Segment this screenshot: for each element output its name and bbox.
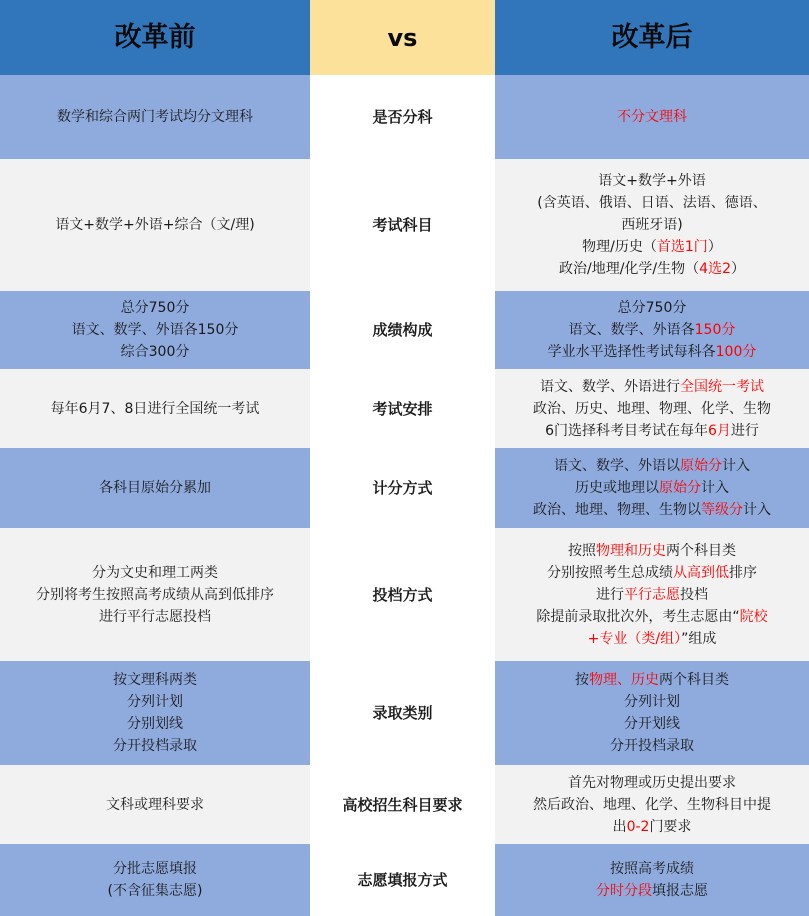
cell-line [127, 713, 183, 735]
cell-text: 两个科目类 [666, 542, 736, 559]
before-cell [0, 75, 310, 159]
category-label: 录取类别 [372, 704, 433, 722]
cell-text: 排序 [729, 564, 757, 581]
cell-text: 西班牙语) [621, 217, 683, 233]
cell-text: 除提前录取批次外，考生志愿由“ [536, 608, 740, 625]
cell-line [624, 713, 680, 735]
highlight-text: 4选2 [699, 261, 731, 277]
cell-text: 分开投档录取 [113, 738, 197, 754]
cell-line [596, 880, 708, 902]
cell-text: 分列计划 [127, 694, 183, 710]
category-label: 成绩构成 [372, 321, 433, 339]
cell-line [588, 628, 717, 650]
before-cell [0, 765, 310, 844]
cell-text: 语文+数学+外语+综合（文/理) [55, 217, 255, 233]
cell-line [99, 477, 211, 499]
highlight-text: 0-2 [626, 818, 650, 835]
highlight-text: 6月 [708, 422, 731, 439]
highlight-text: 等级分 [701, 502, 743, 518]
cell-text: 每年6月7、8日进行全国统一考试 [50, 400, 260, 417]
category-cell [310, 369, 495, 448]
cell-line [575, 669, 729, 691]
before-cell [0, 448, 310, 528]
cell-text: 然后政治、地理、化学、生物科目中提 [533, 796, 771, 813]
cell-line [106, 794, 204, 816]
after-cell [495, 528, 809, 661]
before-cell [0, 844, 310, 916]
cell-line [554, 455, 750, 477]
cell-text: 两个科目类 [659, 672, 729, 688]
cell-text: 门要求 [649, 818, 692, 835]
highlight-text: +专业（类/组） [587, 630, 682, 647]
cell-text: ”组成 [681, 630, 717, 647]
cell-line [575, 477, 729, 499]
after-cell [495, 844, 809, 916]
header-after [495, 0, 809, 75]
cell-text: 填报志愿 [652, 883, 708, 899]
cell-line [99, 606, 211, 628]
cell-line [51, 398, 260, 420]
cell-text: 语文、数学、外语进行 [540, 378, 680, 395]
cell-text: 语文、数学、外语以 [554, 458, 680, 474]
cell-text: 数学和综合两门考试均分文理科 [57, 109, 253, 125]
cell-line [36, 584, 274, 606]
cell-text: 按照 [568, 542, 596, 559]
cell-text: (含英语、俄语、日语、法语、德语、 [537, 195, 767, 211]
cell-text: 计入 [722, 458, 750, 474]
highlight-text: 院校 [739, 608, 768, 625]
highlight-text: 物理、历史 [589, 672, 659, 688]
cell-line [533, 499, 771, 521]
cell-line [559, 258, 745, 280]
cell-text: 历史或地理以 [575, 480, 659, 496]
highlight-text: 不分文理科 [617, 109, 687, 125]
cell-line [547, 562, 757, 584]
cell-text: 分为文史和理工两类 [92, 564, 218, 581]
cell-line [113, 858, 197, 880]
category-label: 是否分科 [372, 108, 433, 126]
cell-line [621, 214, 682, 236]
cell-text: 政治、历史、地理、物理、化学、生物 [533, 400, 771, 417]
before-cell [0, 661, 310, 765]
highlight-text: 物理和历史 [596, 542, 666, 559]
cell-text: 各科目原始分累加 [99, 480, 211, 496]
cell-text: 分列计划 [624, 694, 680, 710]
cell-line [610, 735, 694, 757]
cell-text: 计入 [743, 502, 771, 518]
cell-line [72, 319, 239, 341]
cell-text: 语文、数学、外语各 [568, 322, 695, 338]
cell-text: 总分750分 [617, 300, 687, 316]
cell-text: 6门选择科考目考试在每年 [545, 422, 708, 439]
highlight-text: 分时分段 [596, 883, 652, 899]
cell-line [582, 236, 722, 258]
cell-text: 进行 [730, 422, 759, 439]
cell-text: ） [707, 239, 722, 255]
cell-text: 语文+数学+外语 [598, 173, 706, 189]
cell-line [618, 297, 687, 319]
cell-line [617, 106, 687, 128]
cell-line [610, 858, 694, 880]
cell-text: 按照高考成绩 [610, 861, 694, 877]
before-cell [0, 528, 310, 661]
cell-text: 按文理科两类 [113, 672, 197, 688]
cell-line [108, 880, 203, 902]
highlight-text: 从高到低 [673, 564, 729, 581]
cell-line [613, 816, 692, 838]
highlight-text: 原始分 [680, 458, 722, 474]
before-cell [0, 291, 310, 369]
category-cell [310, 75, 495, 159]
category-cell [310, 448, 495, 528]
cell-text: 总分750分 [120, 300, 190, 316]
cell-line [540, 376, 764, 398]
cell-text: 分开投档录取 [610, 738, 694, 754]
cell-line [537, 192, 766, 214]
cell-text: 政治/地理/化学/生物（ [559, 261, 700, 277]
header-after-label: 改革后 [611, 21, 693, 53]
category-cell [310, 291, 495, 369]
cell-line [55, 214, 254, 236]
highlight-text: 首选1门 [656, 239, 708, 255]
cell-text: 首先对物理或历史提出要求 [568, 774, 736, 791]
category-cell [310, 159, 495, 291]
header-vs-label: vs [387, 23, 418, 52]
category-cell [310, 844, 495, 916]
category-label: 考试安排 [372, 399, 433, 418]
header-before [0, 0, 310, 75]
cell-line [121, 297, 190, 319]
cell-line [113, 669, 197, 691]
cell-text: 语文、数学、外语各150分 [71, 322, 239, 338]
after-cell [495, 661, 809, 765]
after-cell [495, 765, 809, 844]
cell-line [596, 584, 708, 606]
category-cell [310, 661, 495, 765]
cell-line [127, 691, 183, 713]
cell-text: 进行平行志愿投档 [99, 608, 211, 625]
header-vs [310, 0, 495, 75]
cell-text: 出 [612, 818, 627, 835]
cell-text: 分别划线 [127, 716, 183, 732]
before-cell [0, 369, 310, 448]
cell-text: 分批志愿填报 [113, 861, 197, 877]
cell-line [121, 341, 190, 363]
highlight-text: 100分 [715, 344, 757, 360]
category-label: 投档方式 [372, 585, 433, 604]
cell-line [536, 606, 767, 628]
cell-text: 按 [575, 672, 589, 688]
category-cell [310, 765, 495, 844]
cell-line [92, 562, 218, 584]
category-cell [310, 528, 495, 661]
cell-line [568, 540, 736, 562]
after-cell [495, 75, 809, 159]
cell-line [569, 319, 736, 341]
after-cell [495, 159, 809, 291]
cell-text: ） [730, 261, 745, 277]
cell-text: 计入 [701, 480, 729, 496]
highlight-text: 平行志愿 [624, 586, 680, 603]
highlight-text: 原始分 [659, 480, 701, 496]
cell-line [568, 772, 736, 794]
category-label: 计分方式 [372, 479, 433, 497]
cell-text: 政治、地理、物理、生物以 [533, 502, 701, 518]
after-cell [495, 448, 809, 528]
cell-text: 文科或理科要求 [106, 796, 204, 813]
highlight-text: 150分 [694, 322, 736, 338]
cell-text: 进行 [596, 586, 624, 603]
category-label: 考试科目 [372, 216, 433, 234]
cell-text: 分别按照考生总成绩 [547, 564, 673, 581]
cell-line [598, 170, 705, 192]
cell-text: 分开划线 [624, 716, 680, 732]
cell-line [545, 420, 759, 442]
cell-line [533, 398, 771, 420]
category-label: 高校招生科目要求 [342, 795, 463, 814]
header-before-label: 改革前 [114, 21, 196, 53]
cell-line [624, 691, 680, 713]
cell-text: 投档 [680, 586, 708, 603]
highlight-text: 全国统一考试 [680, 378, 764, 395]
cell-text: 分别将考生按照高考成绩从高到低排序 [36, 586, 274, 603]
cell-text: (不含征集志愿) [107, 883, 203, 899]
cell-line [548, 341, 757, 363]
after-cell [495, 369, 809, 448]
cell-line [113, 735, 197, 757]
cell-line [57, 106, 253, 128]
cell-text: 物理/历史（ [582, 239, 657, 255]
before-cell [0, 159, 310, 291]
cell-text: 综合300分 [120, 344, 190, 360]
after-cell [495, 291, 809, 369]
cell-text: 学业水平选择性考试每科各 [547, 344, 716, 360]
category-label: 志愿填报方式 [357, 871, 448, 889]
cell-line [533, 794, 771, 816]
